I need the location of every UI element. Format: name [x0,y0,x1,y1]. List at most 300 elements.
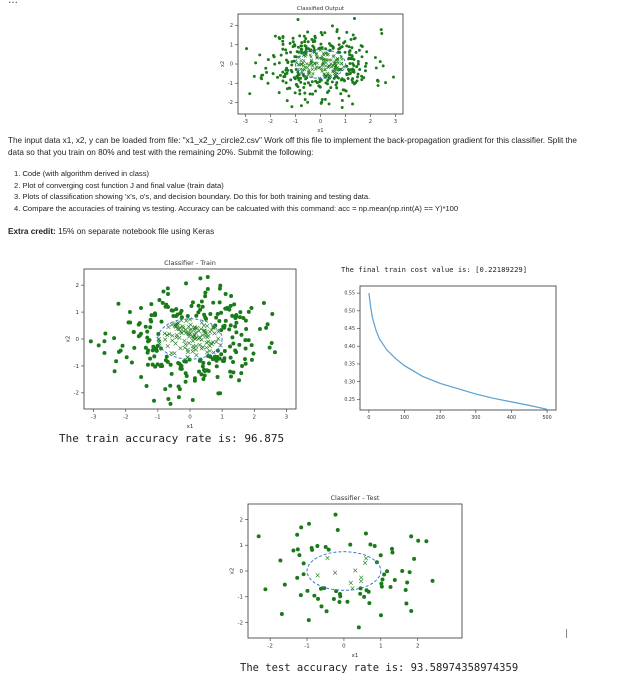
dot-point [307,40,310,43]
dot-point [300,48,303,51]
dot-point [274,35,277,38]
dot-point [368,542,372,546]
dot-point [374,56,377,59]
dot-point [229,323,233,327]
cross-point [325,61,328,64]
dot-point [191,398,195,402]
y-tick-label: 2 [239,517,243,524]
dot-point [278,36,281,39]
dot-point [203,294,207,298]
dot-point [362,76,365,79]
dot-point [311,93,314,96]
dot-point [222,356,226,360]
data-points [257,513,435,630]
x-axis-label: x1 [186,424,194,430]
dot-point [144,346,148,350]
y-tick-label: 2 [75,282,79,289]
x-axis-label: x1 [317,128,324,134]
y-tick-label: -1 [73,363,79,370]
y-tick-label: 0.50 [344,309,355,315]
dot-point [297,18,300,21]
dot-point [292,40,295,43]
dot-point [251,352,255,356]
text-cursor-mark [566,629,567,638]
dot-point [290,105,293,108]
dot-point [125,355,129,359]
dot-point [305,589,309,593]
x-tick-label: 0 [318,119,323,125]
dot-point [379,553,383,557]
dot-point [338,37,341,40]
y-tick-label: 2 [229,23,233,30]
assignment-paragraph-line1: The input data x1, x2, y can be loaded from file: "x1_x2_y_circle2.csv" Work off this file to implement the back-propagation gradient for this classifier. Split the [8,136,577,145]
dot-point [321,98,324,101]
cross-point [201,345,205,349]
dot-point [281,40,284,43]
dot-point [409,609,413,613]
dot-point [282,75,285,78]
cross-point [328,58,331,61]
dot-point [130,361,134,365]
dot-point [324,545,328,549]
dot-point [361,55,364,58]
dot-point [273,55,276,58]
dot-point [179,364,183,368]
dot-point [273,63,276,66]
cross-point [359,579,363,583]
classifier-test-chart [218,490,468,660]
dot-point [223,349,227,353]
dot-point [347,68,350,71]
dot-point [218,300,222,304]
dot-point [303,82,306,85]
y-tick-label: 0 [239,568,243,575]
dot-point [150,313,154,317]
dot-point [362,595,366,599]
dot-point [280,54,283,57]
dot-point [200,300,204,304]
dot-point [337,77,340,80]
dot-point [225,307,229,311]
dot-point [174,307,178,311]
dot-point [353,17,356,20]
dot-point [201,364,205,368]
dot-point [317,84,320,87]
dot-point [312,46,315,49]
dot-point [377,84,380,87]
dot-point [302,86,305,89]
dot-point [344,51,347,54]
dot-point [168,384,172,388]
dot-point [385,569,389,573]
cross-point [326,556,330,560]
dot-point [197,370,201,374]
dot-point [327,548,331,552]
decision-boundary [307,552,381,591]
dot-point [163,387,167,391]
x-tick-label: 2 [368,119,373,125]
dot-point [182,359,186,363]
dot-point [224,292,228,296]
cross-point [183,339,187,343]
dot-point [283,583,287,587]
dot-point [375,66,378,69]
dot-point [144,325,148,329]
dot-point [314,36,317,39]
dot-point [351,67,354,70]
dot-point [339,46,342,49]
dot-point [244,347,248,351]
dot-point [272,72,275,75]
dot-point [184,281,188,285]
dot-point [267,58,270,61]
x-tick-label: 2 [415,643,420,650]
cross-point [179,346,183,350]
dot-point [248,92,251,95]
dot-point [280,612,284,616]
cross-point [166,344,170,348]
dot-point [337,600,341,604]
dot-point [315,544,319,548]
dot-point [384,81,387,84]
dot-point [139,332,143,336]
dot-point [204,317,208,321]
dot-point [157,298,161,302]
dot-point [382,572,386,576]
dot-point [295,576,299,580]
dot-point [312,594,316,598]
dot-point [215,364,219,368]
dot-point [298,89,301,92]
dot-point [279,74,282,77]
y-tick-label: 0.40 [344,344,355,350]
dot-point [296,50,299,53]
cross-point [364,556,368,560]
dot-point [170,308,174,312]
x-tick-label: -2 [123,414,129,421]
dot-point [316,597,320,601]
cross-point [300,59,303,62]
dot-point [289,42,292,45]
dot-point [353,37,356,40]
dot-point [239,333,243,337]
dot-point [332,597,336,601]
dot-point [229,304,233,308]
dot-point [282,43,285,46]
dot-point [311,80,314,83]
dot-point [194,314,198,318]
cross-point [349,581,353,585]
x-tick-label: -1 [155,414,161,421]
dot-point [153,311,157,315]
cross-point [301,68,304,71]
dot-point [203,369,207,373]
dot-point [232,302,236,306]
dot-point [357,625,361,629]
cross-point [200,338,204,342]
dot-point [292,45,295,48]
cross-point [321,70,324,73]
dot-point [286,99,289,102]
dot-point [207,361,211,365]
dot-point [365,50,368,53]
dot-point [206,275,210,279]
cross-point [332,55,335,58]
dot-point [102,339,106,343]
cross-point [179,330,183,334]
dot-point [285,81,288,84]
dot-point [276,76,279,79]
y-tick-label: 0.35 [344,362,355,368]
dot-point [379,60,382,63]
dot-point [351,62,354,65]
dot-point [282,36,285,39]
cross-point [200,321,204,325]
dot-point [147,338,151,342]
dot-point [128,310,132,314]
dot-point [228,345,232,349]
y-tick-label: 0 [75,336,79,343]
dot-point [350,57,353,60]
dot-point [244,362,248,366]
dot-point [148,357,152,361]
dot-point [291,549,295,553]
dot-point [341,106,344,109]
cross-point [184,319,188,323]
dot-point [416,539,420,543]
dot-point [351,70,354,73]
y-tick-label: 0.30 [344,380,355,386]
cross-point [326,54,329,57]
dot-point [300,41,303,44]
dot-point [319,43,322,46]
y-axis-label: x2 [65,335,72,343]
dot-point [331,80,334,83]
dot-point [208,312,212,316]
x-tick-label: -1 [304,643,310,650]
dot-point [281,48,284,51]
list-item: 2. Plot of converging cost function J and final value (train data) [14,180,224,190]
dot-point [379,613,383,617]
dot-point [297,85,300,88]
dot-point [148,325,152,329]
dot-point [285,52,288,55]
dot-point [326,91,329,94]
dot-point [169,402,173,406]
x-tick-label: 1 [220,414,224,421]
y-axis-label: x2 [229,567,236,575]
dot-point [347,95,350,98]
dot-point [334,513,338,517]
dot-point [381,578,385,582]
dot-point [300,44,303,47]
dot-point [400,569,404,573]
dot-point [291,60,294,63]
dot-point [231,370,235,374]
dot-point [303,40,306,43]
dot-point [114,359,118,363]
dot-point [266,82,269,85]
dot-point [313,39,316,42]
dot-point [149,302,153,306]
dot-point [97,343,101,347]
dot-point [339,92,342,95]
dot-point [270,341,274,345]
cross-point [316,573,320,577]
dot-point [300,104,303,107]
dot-point [218,391,222,395]
dot-point [341,77,344,80]
dot-point [219,352,223,356]
dot-point [102,351,106,355]
dot-point [245,47,248,50]
dot-point [284,48,287,51]
dot-point [298,34,301,37]
cross-point [167,325,171,329]
dot-point [229,375,233,379]
dot-point [197,304,201,308]
dot-point [161,301,165,305]
dot-point [307,522,311,526]
cross-point [163,338,167,342]
cross-point [312,72,315,75]
dot-point [238,315,242,319]
dot-point [297,553,301,557]
dot-point [203,374,207,378]
dot-point [116,302,120,306]
dot-point [164,303,168,307]
dot-point [278,91,281,94]
dot-point [358,592,362,596]
dot-point [119,349,123,353]
dot-point [241,316,245,320]
dot-point [286,72,289,75]
dot-point [113,369,117,373]
dot-point [359,586,363,590]
dot-point [281,71,284,74]
dot-point [305,45,308,48]
dot-point [291,70,294,73]
test-accuracy-output: The test accuracy rate is: 93.58974358974359 [240,662,519,674]
dot-point [364,531,368,535]
dot-point [201,361,205,365]
dot-point [211,301,215,305]
dot-point [350,38,353,41]
cross-point [205,341,209,345]
dot-point [356,75,359,78]
dot-point [166,292,170,296]
deliverables-list [14,168,458,214]
dot-point [335,81,338,84]
y-tick-label: 0.55 [344,291,355,297]
dot-point [328,102,331,105]
extra-credit-text: 15% on separate notebook file using Keras [58,227,215,236]
data-points [89,275,277,406]
chart-title: Classifier - Test [330,494,380,502]
dot-point [329,86,332,89]
dot-point [152,347,156,351]
cross-point [175,333,179,337]
dot-point [307,618,311,622]
dot-point [404,602,408,606]
dot-point [314,90,317,93]
dot-point [219,311,223,315]
dot-point [238,310,242,314]
dot-point [320,102,323,105]
cross-point [333,571,337,575]
dot-point [231,341,235,345]
dot-point [139,375,143,379]
dot-point [218,287,222,291]
dot-point [234,315,238,319]
dot-point [180,315,184,319]
dot-point [324,98,327,101]
dot-point [145,384,149,388]
dot-point [336,528,340,532]
dot-point [299,81,302,84]
list-item: 4. Compare the accuracies of training vs testing. Accuracy can be calcuated with this command: acc = np.mean(np.rint(A) == Y)*100 [14,203,459,213]
dot-point [390,550,394,554]
x-tick-label: 500 [542,415,552,421]
dot-point [343,89,346,92]
chart-title: Classifier - Train [164,259,216,267]
dot-point [335,86,338,89]
dot-point [323,31,326,34]
dot-point [295,533,299,537]
x-tick-label: -3 [90,414,97,421]
dot-point [249,306,253,310]
dot-point [219,328,223,332]
cross-point [359,576,363,580]
y-tick-label: 0.45 [344,327,355,333]
plot-frame [360,286,556,410]
dot-point [348,62,351,65]
x-tick-label: 100 [399,415,410,421]
dot-point [261,74,264,77]
dot-point [171,314,175,318]
dot-point [309,92,312,95]
x-tick-label: 1 [343,119,348,125]
dot-point [325,609,329,613]
dot-point [293,76,296,79]
dot-point [166,397,170,401]
cross-point [210,328,214,332]
dot-point [355,65,358,68]
dot-point [310,546,314,550]
dot-point [303,92,306,95]
y-tick-label: -2 [237,620,243,627]
dot-point [184,380,188,384]
dot-point [146,363,150,367]
dot-point [239,371,243,375]
dot-point [270,312,274,316]
dot-point [201,377,205,381]
cross-point [324,68,327,71]
x-tick-label: 2 [252,414,256,421]
dot-point [258,53,261,56]
dot-point [331,24,334,27]
dot-point [404,588,408,592]
dot-point [352,33,355,36]
dot-point [215,355,219,359]
dot-point [349,49,352,52]
y-tick-label: -2 [73,390,79,397]
y-tick-label: -1 [228,80,233,87]
dot-point [345,31,348,34]
cost-function-chart [330,280,560,428]
dot-point [357,60,360,63]
dot-point [307,81,310,84]
